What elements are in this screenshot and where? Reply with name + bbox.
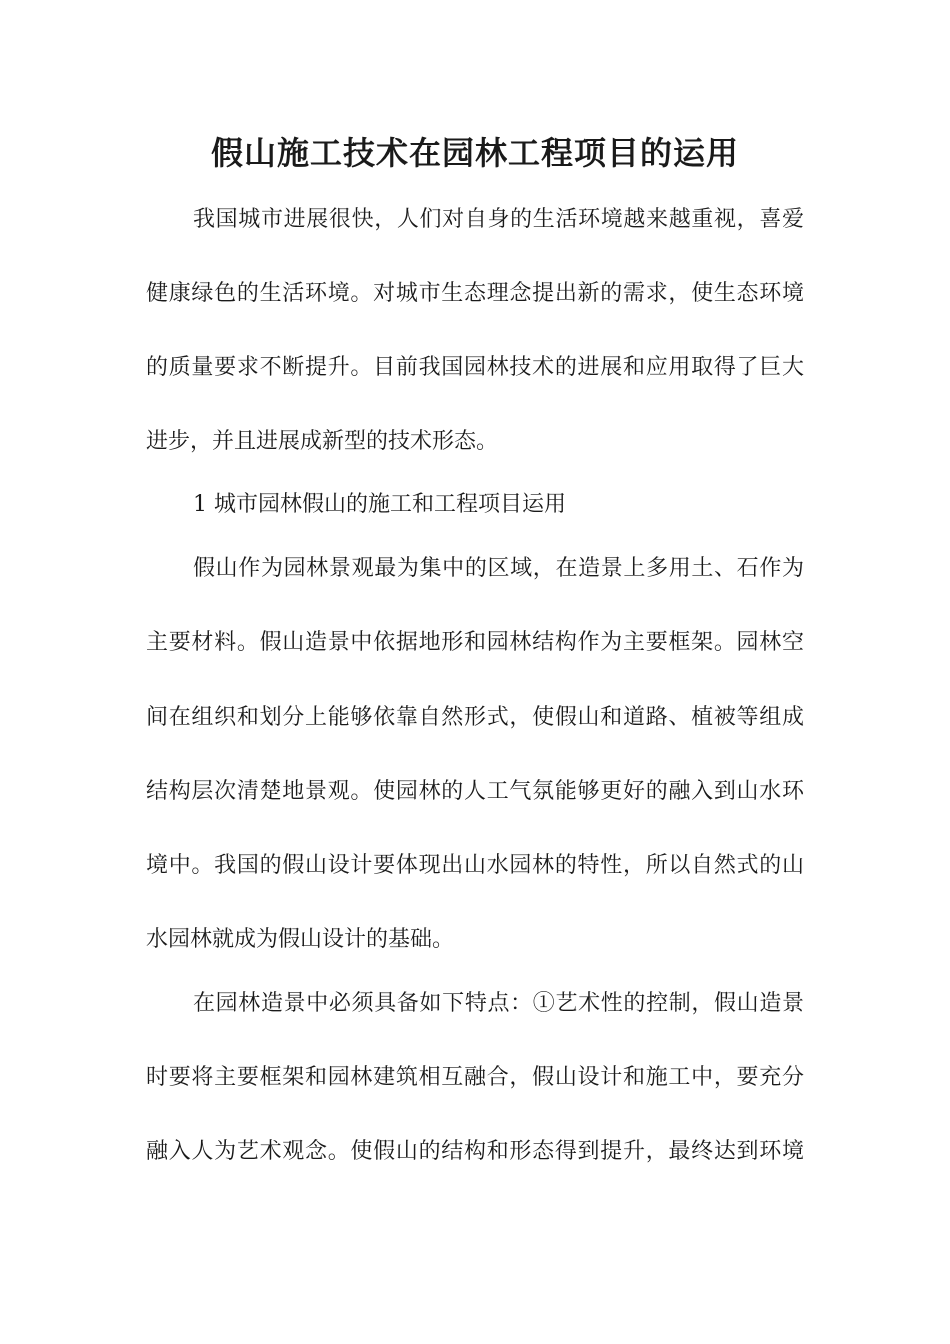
paragraph-line: 主要材料。假山造景中依据地形和园林结构作为主要框架。园林空 (146, 630, 804, 655)
paragraph-line: 结构层次清楚地景观。使园林的人工气氛能够更好的融入到山水环 (146, 779, 804, 804)
paragraph-line: 在园林造景中必须具备如下特点：①艺术性的控制，假山造景 (193, 991, 804, 1016)
paragraph-line: 进步，并且进展成新型的技术形态。 (146, 429, 499, 454)
document-title: 假山施工技术在园林工程项目的运用 (210, 134, 739, 172)
paragraph-line: 水园林就成为假山设计的基础。 (146, 927, 455, 952)
paragraph-line: 境中。我国的假山设计要体现出山水园林的特性，所以自然式的山 (146, 853, 804, 878)
paragraph-line: 健康绿色的生活环境。对城市生态理念提出新的需求，使生态环境 (146, 281, 804, 306)
paragraph-line: 的质量要求不断提升。目前我国园林技术的进展和应用取得了巨大 (146, 355, 804, 380)
section-heading: 1 城市园林假山的施工和工程项目运用 (193, 492, 566, 517)
paragraph-line: 间在组织和划分上能够依靠自然形式，使假山和道路、植被等组成 (146, 705, 804, 730)
paragraph-line: 时要将主要框架和园林建筑相互融合，假山设计和施工中，要充分 (146, 1065, 804, 1090)
paragraph-line: 融入人为艺术观念。使假山的结构和形态得到提升，最终达到环境 (146, 1139, 804, 1164)
paragraph-line: 我国城市进展很快，人们对自身的生活环境越来越重视，喜爱 (193, 207, 804, 232)
paragraph-line: 假山作为园林景观最为集中的区域，在造景上多用土、石作为 (193, 556, 804, 581)
